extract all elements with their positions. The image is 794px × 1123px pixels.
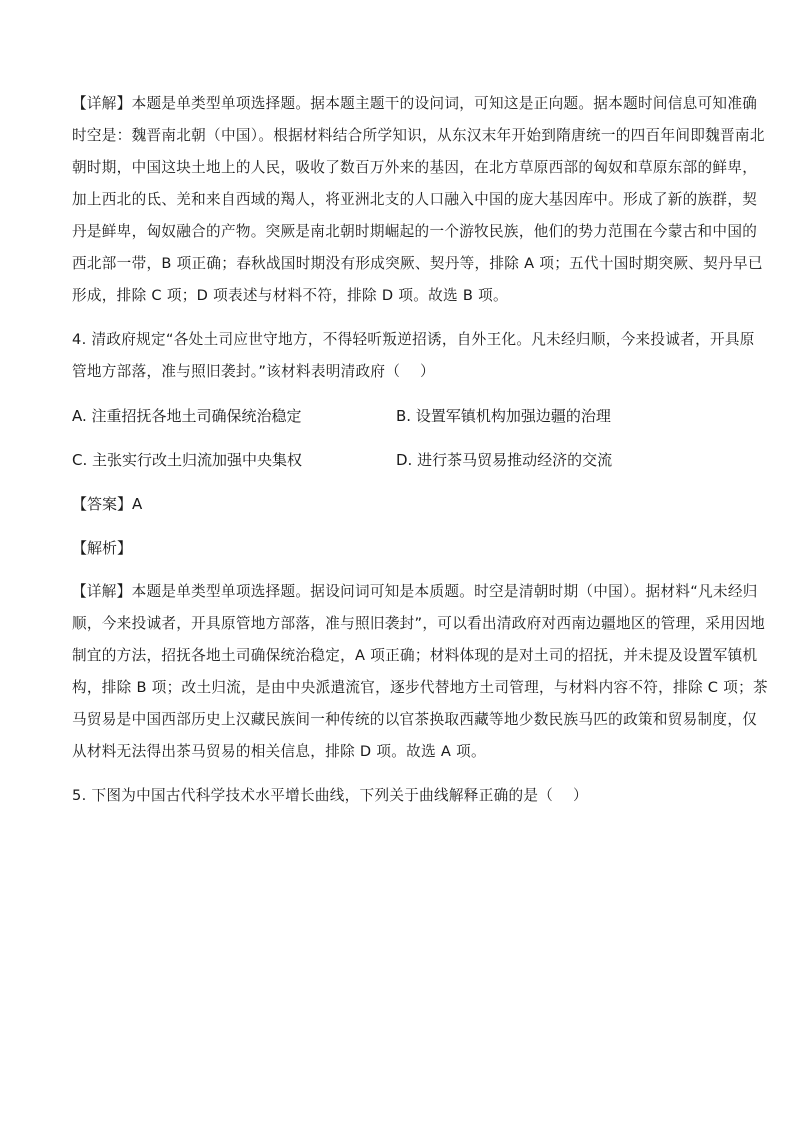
option-d: D. 进行茶马贸易推动经济的交流 [396,451,613,469]
q4-detail-line: 顺，今来投诚者，开具原管地方部落，准与照旧袭封”，可以看出清政府对西南边疆地区的管理，采用因地 [72,615,765,632]
q3-detail-line: 形成，排除 C 项；D 项表述与材料不符，排除 D 项。故选 B 项。 [72,287,508,304]
q4-detail-line: 从材料无法得出茶马贸易的相关信息，排除 D 项。故选 A 项。 [72,743,486,760]
q4-answer: 【答案】A [72,495,143,513]
q4-options-row-1 [72,400,722,444]
q4-detail-line: 马贸易是中国西部历史上汉藏民族间一种传统的以官茶换取西藏等地少数民族马匹的政策和贸易制度，仅 [72,711,758,728]
q4-detail-line: 制宜的方法，招抚各地土司确保统治稳定，A 项正确；材料体现的是对土司的招抚，并未提及设置军镇机 [72,647,758,664]
q3-detail-line: 西北部一带，B 项正确；春秋战国时期没有形成突厥、契丹等，排除 A 项；五代十国时期突厥、契丹早已 [72,255,763,272]
q4-detail-line: 【详解】本题是单类型单项选择题。据设问词可知是本质题。时空是清朝时期（中国）。据材料“凡未经归 [72,583,758,600]
q3-detail-line: 时空是：魏晋南北朝（中国）。根据材料结合所学知识，从东汉末年开始到隋唐统一的四百年间即魏晋南北 [72,127,765,144]
q4-detail-line: 构，排除 B 项；改土归流，是由中央派遣流官，逐步代替地方土司管理，与材料内容不符，排除 C 项；茶 [72,679,768,696]
q4-analysis-label: 【解析】 [72,539,133,557]
document-page [72,88,768,812]
q4-options-row-2 [72,444,722,488]
q5-stem-line: 5. 下图为中国古代科学技术水平增长曲线，下列关于曲线解释正确的是（ ） [72,787,588,804]
q3-detail-line: 丹是鲜卑，匈奴融合的产物。突厥是南北朝时期崛起的一个游牧民族，他们的势力范围在今蒙古和中国的 [72,223,758,240]
option-a: A. 注重招抚各地土司确保统治稳定 [72,407,302,425]
q5-stem [72,780,722,812]
q4-detail-paragraph [72,576,768,768]
q3-detail-line: 加上西北的氐、羌和来自西域的羯人，将亚洲北支的人口融入中国的庞大基因库中。形成了新的族群，契 [72,191,758,208]
q4-stem [72,324,755,388]
q4-stem-line: 管地方部落，准与照旧袭封。”该材料表明清政府（ ） [72,363,435,380]
q4-stem-line: 4. 清政府规定“各处土司应世守地方，不得轻听叛逆招诱，自外王化。凡未经归顺，今来投诚者，开具原 [72,331,755,348]
option-b: B. 设置军镇机构加强边疆的治理 [396,407,611,425]
option-c: C. 主张实行改土归流加强中央集权 [72,451,303,469]
q3-detail-line: 【详解】本题是单类型单项选择题。据本题主题干的设问词，可知这是正向题。据本题时间信息可知准确 [72,95,758,112]
q3-detail-line: 朝时期，中国这块土地上的人民，吸收了数百万外来的基因，在北方草原西部的匈奴和草原东部的鲜卑， [72,159,758,176]
q3-detail-paragraph [72,88,765,312]
